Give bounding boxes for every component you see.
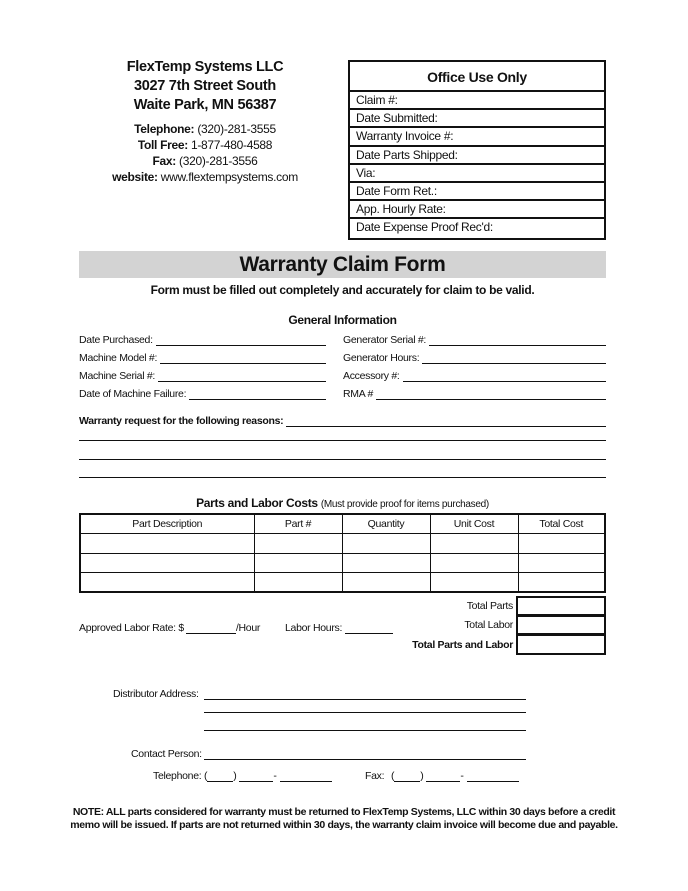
- office-row-via[interactable]: Via:: [350, 165, 604, 183]
- table-row: [80, 534, 605, 554]
- fax-area-code-input[interactable]: [394, 772, 420, 782]
- contact-person-label: Contact Person:: [131, 748, 202, 760]
- reasons-input-2[interactable]: [79, 440, 606, 441]
- contact-person-input[interactable]: [204, 750, 526, 760]
- website-line: [80, 169, 330, 185]
- paren-close: ): [233, 770, 237, 782]
- telephone-line-input[interactable]: [280, 772, 332, 782]
- fax-prefix-input[interactable]: [426, 772, 460, 782]
- form-subtitle: Form must be filled out completely and accurately for claim to be valid.: [150, 283, 535, 297]
- total-labor-input[interactable]: [516, 616, 606, 636]
- telephone-prefix-input[interactable]: [239, 772, 273, 782]
- dash: -: [460, 770, 464, 782]
- rma-input[interactable]: [376, 390, 606, 400]
- reasons-input-3[interactable]: [79, 459, 606, 460]
- generator-hours-label: Generator Hours:: [343, 352, 420, 364]
- labor-rate-input[interactable]: [186, 624, 236, 634]
- office-row-hourly-rate[interactable]: App. Hourly Rate:: [350, 201, 604, 219]
- dash: -: [273, 770, 277, 782]
- labor-hours-input[interactable]: [345, 624, 393, 634]
- fax-line-input[interactable]: [467, 772, 519, 782]
- distributor-address-input-1[interactable]: [204, 690, 526, 700]
- total-parts-labor-row: [400, 635, 606, 655]
- telephone-line: [80, 121, 330, 137]
- cell-part-description[interactable]: [80, 534, 254, 554]
- generator-serial-input[interactable]: [429, 336, 606, 346]
- fax-label: Fax:: [152, 154, 176, 168]
- machine-model-label: Machine Model #:: [79, 352, 158, 364]
- office-use-box: [348, 60, 606, 240]
- labor-rate-label: Approved Labor Rate: $: [79, 622, 184, 634]
- fax-line: [80, 153, 330, 169]
- col-part-number: Part #: [254, 514, 342, 534]
- distributor-fax-label: Fax:: [365, 770, 385, 782]
- paren-close: ): [420, 770, 424, 782]
- failure-date-label: Date of Machine Failure:: [79, 388, 187, 400]
- telephone-area-code-input[interactable]: [207, 772, 233, 782]
- accessory-field[interactable]: [343, 368, 606, 382]
- telephone-value: (320)-281-3555: [197, 122, 276, 136]
- accessory-input[interactable]: [403, 372, 606, 382]
- reasons-input-1[interactable]: [286, 417, 606, 427]
- total-labor-label: Total Labor: [464, 619, 513, 632]
- general-info-heading: General Information: [288, 313, 397, 327]
- office-row-claim[interactable]: Claim #:: [350, 92, 604, 110]
- labor-hours-field[interactable]: [285, 620, 393, 634]
- date-purchased-label: Date Purchased:: [79, 334, 153, 346]
- cell-total-cost[interactable]: [518, 553, 605, 573]
- company-name: FlexTemp Systems LLC: [126, 59, 284, 75]
- cell-unit-cost[interactable]: [430, 534, 518, 554]
- cell-total-cost[interactable]: [518, 534, 605, 554]
- distributor-telephone-field[interactable]: [153, 768, 332, 782]
- tollfree-value: 1-877-480-4588: [190, 138, 273, 152]
- cell-part-number[interactable]: [254, 553, 342, 573]
- rma-field[interactable]: [343, 386, 606, 400]
- failure-date-field[interactable]: [79, 386, 326, 400]
- cell-unit-cost[interactable]: [430, 553, 518, 573]
- table-row: [80, 553, 605, 573]
- table-row: [80, 573, 605, 593]
- reasons-field[interactable]: [79, 413, 606, 427]
- cell-part-number[interactable]: [254, 573, 342, 593]
- distributor-telephone-label: Telephone:: [153, 770, 202, 782]
- col-total-cost: Total Cost: [518, 514, 605, 534]
- total-parts-input[interactable]: [516, 596, 606, 616]
- reasons-label: Warranty request for the following reasons:: [79, 415, 284, 427]
- col-unit-cost: Unit Cost: [430, 514, 518, 534]
- telephone-label: Telephone:: [134, 122, 195, 136]
- distributor-fax-field[interactable]: [365, 768, 519, 782]
- machine-serial-field[interactable]: [79, 368, 326, 382]
- cell-quantity[interactable]: [342, 553, 430, 573]
- tollfree-label: Toll Free:: [137, 138, 188, 152]
- col-part-description: Part Description: [80, 514, 254, 534]
- total-parts-labor-label: Total Parts and Labor: [412, 638, 513, 651]
- machine-serial-input[interactable]: [158, 372, 326, 382]
- cell-part-description[interactable]: [80, 573, 254, 593]
- col-quantity: Quantity: [342, 514, 430, 534]
- contact-person-field[interactable]: [131, 746, 526, 760]
- office-row-warranty-invoice[interactable]: Warranty Invoice #:: [350, 128, 604, 146]
- total-parts-labor-input[interactable]: [516, 635, 606, 655]
- office-row-date-form-ret[interactable]: Date Form Ret.:: [350, 183, 604, 201]
- accessory-label: Accessory #:: [343, 370, 400, 382]
- company-info: [80, 58, 330, 185]
- fax-value: (320)-281-3556: [179, 154, 258, 168]
- distributor-address-input-2[interactable]: [204, 712, 526, 713]
- distributor-address-field[interactable]: [113, 686, 526, 700]
- parts-labor-title: Parts and Labor Costs: [196, 496, 318, 510]
- machine-serial-label: Machine Serial #:: [79, 370, 156, 382]
- rma-label: RMA #: [343, 388, 374, 400]
- form-title: Warranty Claim Form: [79, 251, 606, 278]
- generator-serial-field[interactable]: [343, 332, 606, 346]
- total-labor-row: [400, 616, 606, 636]
- machine-model-field[interactable]: [79, 350, 326, 364]
- reasons-input-4[interactable]: [79, 477, 606, 478]
- parts-table: [79, 513, 606, 593]
- labor-rate-unit: /Hour: [235, 622, 261, 634]
- paren-open: (: [204, 770, 208, 782]
- distributor-address-input-3[interactable]: [204, 730, 526, 731]
- date-purchased-field[interactable]: [79, 332, 326, 346]
- parts-labor-note: (Must provide proof for items purchased): [320, 499, 489, 510]
- distributor-address-label: Distributor Address:: [113, 688, 199, 700]
- cell-unit-cost[interactable]: [430, 573, 518, 593]
- parts-labor-heading: [79, 496, 606, 510]
- failure-date-input[interactable]: [189, 390, 326, 400]
- generator-hours-field[interactable]: [343, 350, 606, 364]
- company-street: 3027 7th Street South: [134, 78, 276, 94]
- total-parts-label: Total Parts: [466, 599, 513, 612]
- return-policy-note: NOTE: ALL parts considered for warranty must be returned to FlexTemp Systems, LLC within 30 days before a credit memo will be issued. If parts are not returned within 30 days, the warranty claim invoice will become due and payable.: [70, 806, 618, 831]
- parts-table-header: [80, 514, 605, 534]
- paren-open: (: [391, 770, 395, 782]
- office-row-date-submitted[interactable]: Date Submitted:: [350, 110, 604, 128]
- company-city: Waite Park, MN 56387: [133, 97, 277, 113]
- office-row-expense-proof[interactable]: Date Expense Proof Rec'd:: [356, 220, 493, 235]
- cell-part-number[interactable]: [254, 534, 342, 554]
- labor-rate-field[interactable]: [79, 620, 260, 634]
- office-use-title: Office Use Only: [350, 62, 604, 92]
- cell-quantity[interactable]: [342, 534, 430, 554]
- labor-hours-label: Labor Hours:: [285, 622, 343, 634]
- totals-block: [400, 596, 606, 655]
- date-purchased-input[interactable]: [156, 336, 326, 346]
- generator-serial-label: Generator Serial #:: [343, 334, 427, 346]
- office-row-date-parts-shipped[interactable]: Date Parts Shipped:: [350, 147, 604, 165]
- total-parts-row: [400, 596, 606, 616]
- cell-part-description[interactable]: [80, 553, 254, 573]
- cell-quantity[interactable]: [342, 573, 430, 593]
- cell-total-cost[interactable]: [518, 573, 605, 593]
- generator-hours-input[interactable]: [422, 354, 606, 364]
- tollfree-line: [80, 137, 330, 153]
- website-link[interactable]: www.flextempsystems.com: [160, 170, 298, 184]
- website-label: website:: [112, 170, 158, 184]
- machine-model-input[interactable]: [160, 354, 326, 364]
